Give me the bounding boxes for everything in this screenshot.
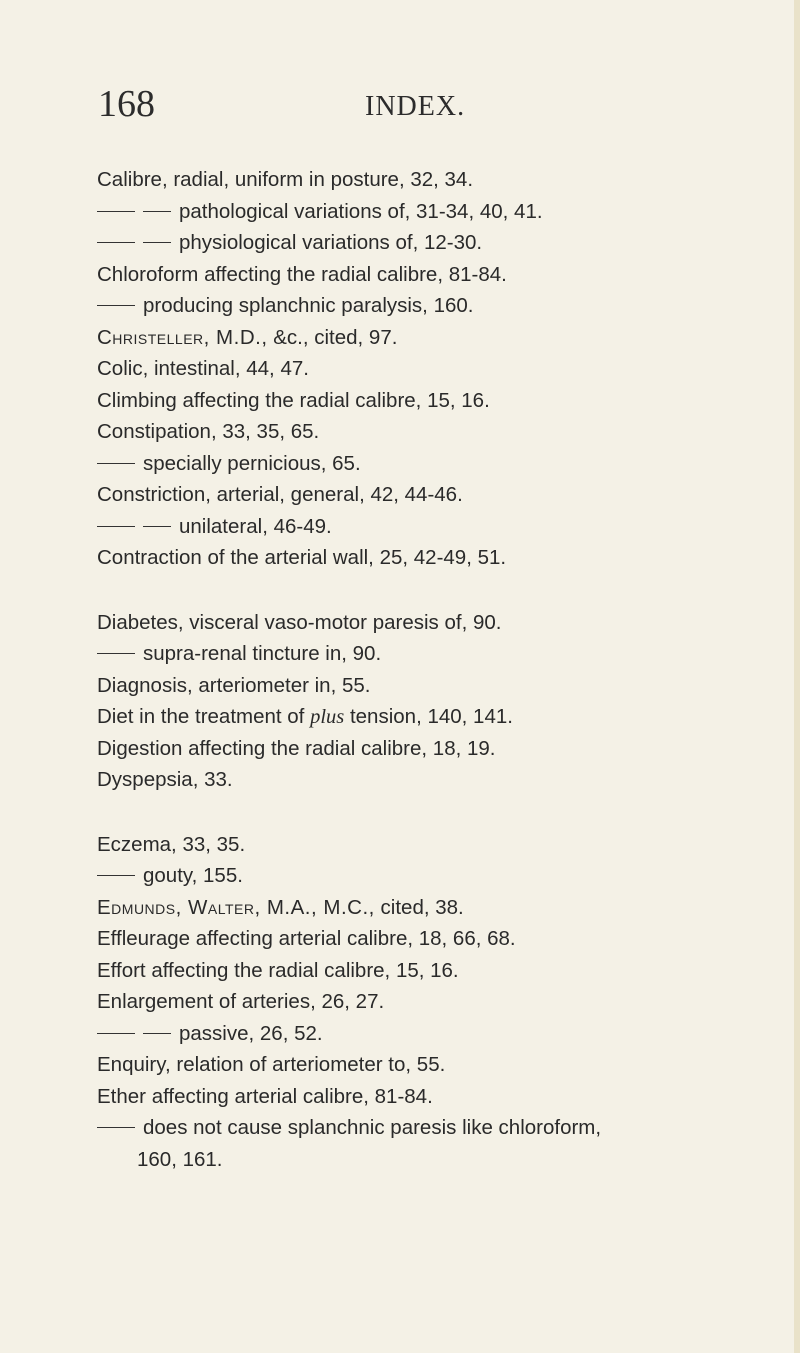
index-subentry	[97, 448, 797, 480]
index-subentry	[97, 860, 797, 892]
entry-text: does not cause splanchnic paresis like chloroform,	[143, 1116, 602, 1139]
entry-text: Constriction, arterial, general, 42, 44-46.	[97, 483, 463, 506]
ditto-dash	[97, 653, 135, 654]
ditto-dash	[143, 242, 171, 243]
entry-text: Effleurage affecting arterial calibre, 18, 66, 68.	[97, 927, 516, 950]
index-entry	[97, 955, 797, 987]
index-letter-group	[97, 829, 797, 1176]
entry-text: producing splanchnic paralysis, 160.	[143, 294, 474, 317]
entry-text: Diabetes, visceral vaso-motor paresis of, 90.	[97, 610, 502, 634]
entry-name: Edmunds, Walter, M.A., M.C.,	[97, 895, 375, 919]
entry-text: Contraction of the arterial wall, 25, 42-49, 51.	[97, 546, 507, 569]
index-entry	[97, 479, 797, 511]
ditto-dash	[97, 211, 135, 212]
entry-text: Diagnosis, arteriometer in, 55.	[97, 673, 371, 697]
index-subentry	[97, 290, 797, 322]
entry-text: Chloroform affecting the radial calibre, 81-84.	[97, 262, 507, 286]
index-letter-group	[97, 164, 797, 574]
entry-text: passive, 26, 52.	[179, 1021, 323, 1045]
entry-text: Colic, intestinal, 44, 47.	[97, 357, 309, 380]
entry-text: cited, 38.	[374, 895, 464, 919]
index-letter-group	[97, 607, 797, 796]
ditto-dash	[97, 242, 135, 243]
entry-text: Climbing affecting the radial calibre, 15, 16.	[97, 388, 490, 412]
entry-italic: plus	[310, 706, 345, 728]
index-entry	[97, 322, 797, 354]
index-entry	[97, 1049, 797, 1081]
index-entry	[97, 670, 797, 702]
index-entry	[97, 892, 797, 924]
entry-text: 160, 161.	[137, 1147, 223, 1171]
entry-text: Enlargement of arteries, 26, 27.	[97, 990, 385, 1013]
ditto-dash	[97, 1127, 135, 1128]
entry-text: Enquiry, relation of arteriometer to, 55.	[97, 1053, 446, 1076]
index-entry	[97, 1144, 797, 1176]
ditto-dash	[97, 1033, 135, 1034]
ditto-dash	[97, 875, 135, 876]
index-subentry	[97, 511, 797, 543]
index-subentry	[97, 1018, 797, 1050]
entry-text: Eczema, 33, 35.	[97, 832, 246, 856]
index-entry	[97, 701, 797, 733]
index-entry	[97, 542, 797, 574]
entry-text: Constipation, 33, 35, 65.	[97, 420, 320, 443]
index-entry	[97, 986, 797, 1018]
ditto-dash	[97, 463, 135, 464]
entry-text: &c., cited, 97.	[267, 325, 398, 349]
entry-text: physiological variations of, 12-30.	[179, 231, 483, 254]
ditto-dash	[143, 1033, 171, 1034]
index-entry	[97, 923, 797, 955]
ditto-dash	[97, 305, 135, 306]
index-entry	[97, 416, 797, 448]
entry-text: Dyspepsia, 33.	[97, 768, 233, 791]
page-number: 168	[98, 83, 155, 125]
index-entry	[97, 259, 797, 291]
index-entry	[97, 733, 797, 765]
entry-text: Ether affecting arterial calibre, 81-84.	[97, 1084, 433, 1108]
entry-text: gouty, 155.	[143, 864, 243, 887]
page-edge	[794, 0, 800, 1353]
entry-text: tension, 140, 141.	[344, 705, 513, 728]
index-entry	[97, 385, 797, 417]
entry-text: unilateral, 46-49.	[179, 514, 332, 538]
index-entry	[97, 764, 797, 796]
index-subentry	[97, 638, 797, 670]
index-entry	[97, 164, 797, 196]
ditto-dash	[97, 526, 135, 527]
ditto-dash	[143, 526, 171, 527]
index-subentry	[97, 227, 797, 259]
index-entry	[97, 1081, 797, 1113]
entry-text: Diet in the treatment of	[97, 705, 311, 728]
entry-text: Effort affecting the radial calibre, 15, 16.	[97, 958, 459, 982]
page-header	[0, 82, 800, 142]
entry-name: Christeller, M.D.,	[97, 325, 268, 349]
ditto-dash	[143, 211, 171, 212]
index-entry	[97, 607, 797, 639]
entry-text: supra-renal tincture in, 90.	[143, 642, 382, 665]
index-subentry	[97, 196, 797, 228]
index-entry	[97, 353, 797, 385]
entry-text: specially pernicious, 65.	[143, 451, 361, 475]
index-entry	[97, 829, 797, 861]
entry-text: Calibre, radial, uniform in posture, 32, 34.	[97, 168, 474, 191]
entry-text: pathological variations of, 31-34, 40, 41.	[179, 199, 543, 223]
running-head: INDEX.	[365, 91, 466, 122]
index-subentry	[97, 1112, 797, 1144]
entry-text: Digestion affecting the radial calibre, 18, 19.	[97, 736, 496, 760]
index-entries	[97, 164, 797, 1175]
